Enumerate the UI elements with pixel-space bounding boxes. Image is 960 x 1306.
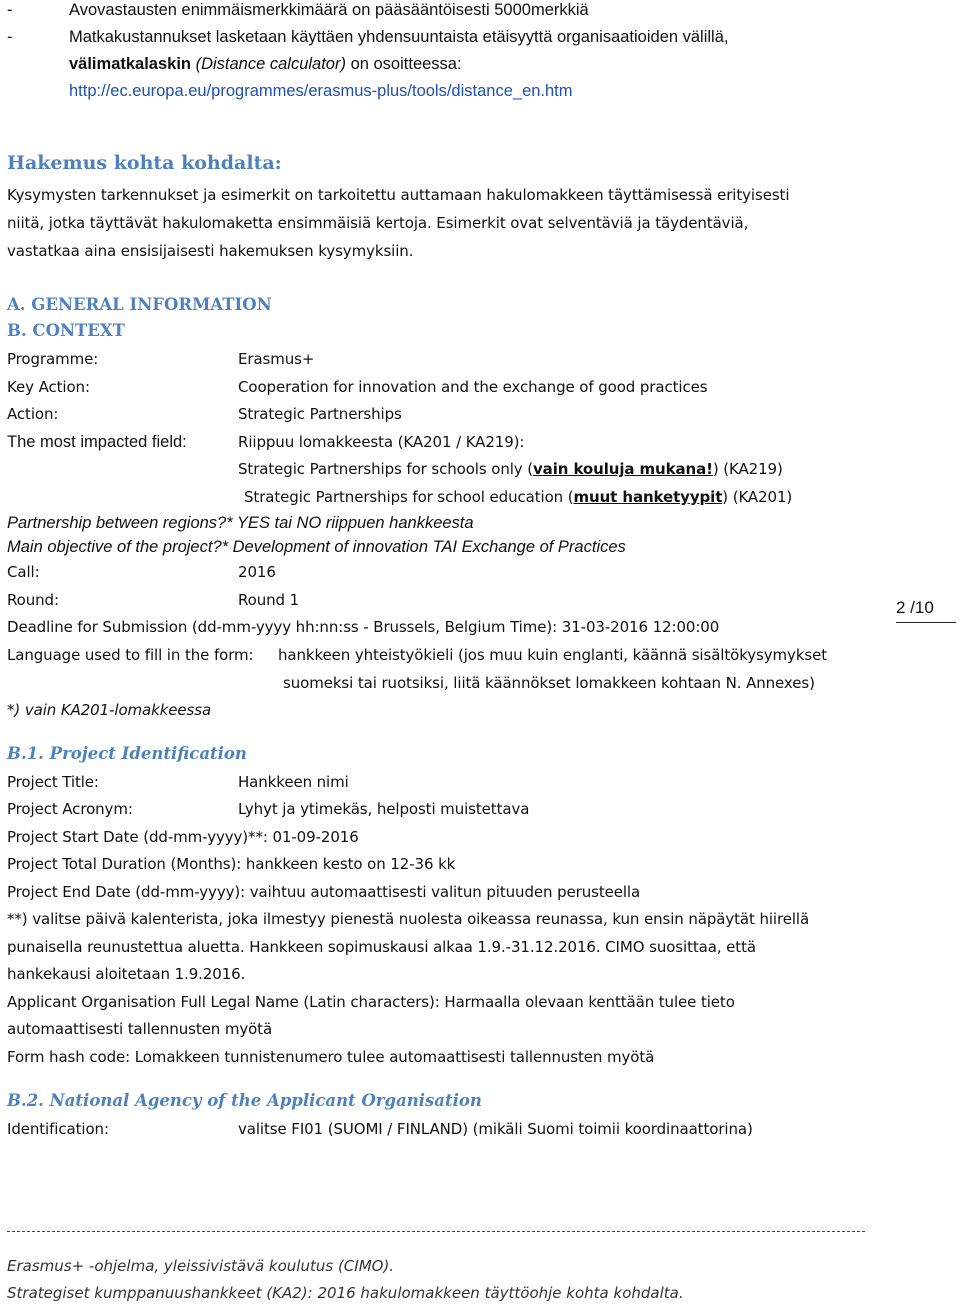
project-acronym-value: Lyhyt ja ytimekäs, helposti muistettava xyxy=(238,800,530,818)
project-start-date: Project Start Date (dd-mm-yyyy)**: 01-09-2016 xyxy=(7,828,359,846)
date-note-line: **) valitse päivä kalenterista, joka ilmestyy pienestä nuolesta oikeassa reunassa, kun ensin näpäytät hiirellä xyxy=(7,910,810,928)
impacted-field-ka201: Strategic Partnerships for school education (muut hanketyypit) (KA201) xyxy=(244,488,793,506)
impacted-field-value: Riippuu lomakkeesta (KA201 / KA219): xyxy=(238,433,525,451)
bullet-item: - Avovastausten enimmäismerkkimäärä on pääsääntöisesti 5000merkkiä xyxy=(7,1,589,19)
call-label: Call: xyxy=(7,563,40,581)
programme-label: Programme: xyxy=(7,350,99,368)
date-note-line: punaisella reunustettua aluetta. Hankkeen sopimuskausi alkaa 1.9.-31.12.2016. CIMO suosittaa, että xyxy=(7,938,756,956)
ka201-note: *) vain KA201-lomakkeessa xyxy=(7,701,212,719)
date-note-line: hankekausi aloitetaan 1.9.2016. xyxy=(7,965,246,983)
national-agency-heading: B.2. National Agency of the Applicant Organisation xyxy=(7,1091,482,1110)
applicant-name-line: Applicant Organisation Full Legal Name (Latin characters): Harmaalla olevaan kenttään tulee tieto xyxy=(7,993,735,1011)
call-value: 2016 xyxy=(238,563,276,581)
programme-value: Erasmus+ xyxy=(238,350,315,368)
project-end-date: Project End Date (dd-mm-yyyy): vaihtuu automaattisesti valitun pituuden perusteella xyxy=(7,883,641,901)
intro-paragraph-line: vastatkaa aina ensisijaisesti hakemuksen kysymyksiin. xyxy=(7,242,414,260)
language-value-continued: suomeksi tai ruotsiksi, liitä käännökset lomakkeen kohtaan N. Annexes) xyxy=(283,674,815,692)
language-value: hankkeen yhteistyökieli (jos muu kuin englanti, käännä sisältökysymykset xyxy=(278,646,828,664)
bullet-item: - Matkakustannukset lasketaan käyttäen yhdensuuntaista etäisyyttä organisaatioiden välillä, xyxy=(7,28,729,46)
project-title-label: Project Title: xyxy=(7,773,99,791)
action-label: Action: xyxy=(7,405,59,423)
distance-calculator-link[interactable]: http://ec.europa.eu/programmes/erasmus-plus/tools/distance_en.htm xyxy=(69,82,573,100)
project-identification-heading: B.1. Project Identification xyxy=(7,744,247,763)
footer-line: Erasmus+ -ohjelma, yleissivistävä koulutus (CIMO). xyxy=(7,1257,395,1275)
key-action-label: Key Action: xyxy=(7,378,90,396)
distance-calculator-text: välimatkalaskin (Distance calculator) on osoitteessa: xyxy=(69,55,462,73)
section-a-heading: A. GENERAL INFORMATION xyxy=(7,295,272,314)
round-value: Round 1 xyxy=(238,591,300,609)
intro-paragraph-line: Kysymysten tarkennukset ja esimerkit on tarkoitettu auttamaan hakulomakkeen täyttämisessä erityisesti xyxy=(7,186,790,204)
round-label: Round: xyxy=(7,591,59,609)
project-duration: Project Total Duration (Months): hankkeen kesto on 12-36 kk xyxy=(7,855,456,873)
impacted-field-label: The most impacted field: xyxy=(7,433,187,451)
footer-divider xyxy=(7,1231,865,1232)
action-value: Strategic Partnerships xyxy=(238,405,402,423)
partnership-question: Partnership between regions?* YES tai NO riippuen hankkeesta xyxy=(7,514,474,532)
impacted-field-ka219: Strategic Partnerships for schools only (vain kouluja mukana!) (KA219) xyxy=(238,460,783,478)
identification-label: Identification: xyxy=(7,1120,109,1138)
page-number: 2 /10 xyxy=(896,598,956,623)
key-action-value: Cooperation for innovation and the exchange of good practices xyxy=(238,378,708,396)
applicant-name-line: automaattisesti tallennusten myötä xyxy=(7,1020,273,1038)
language-label: Language used to fill in the form: xyxy=(7,646,254,664)
main-objective-question: Main objective of the project?* Development of innovation TAI Exchange of Practices xyxy=(7,538,626,556)
intro-paragraph-line: niitä, jotka täyttävät hakulomaketta ensimmäisiä kertoja. Esimerkit ovat selventäviä ja täydentäviä, xyxy=(7,214,749,232)
deadline-line: Deadline for Submission (dd-mm-yyyy hh:nn:ss - Brussels, Belgium Time): 31-03-2016 12:00:00 xyxy=(7,618,720,636)
section-b-heading: B. CONTEXT xyxy=(7,321,125,340)
form-hash-code: Form hash code: Lomakkeen tunnistenumero tulee automaattisesti tallennusten myötä xyxy=(7,1048,655,1066)
footer-line: Strategiset kumppanuushankkeet (KA2): 2016 hakulomakkeen täyttöohje kohta kohdalta. xyxy=(7,1284,684,1302)
project-acronym-label: Project Acronym: xyxy=(7,800,133,818)
identification-value: valitse FI01 (SUOMI / FINLAND) (mikäli Suomi toimii koordinaattorina) xyxy=(238,1120,753,1138)
project-title-value: Hankkeen nimi xyxy=(238,773,349,791)
hakemus-heading: Hakemus kohta kohdalta: xyxy=(7,152,282,174)
